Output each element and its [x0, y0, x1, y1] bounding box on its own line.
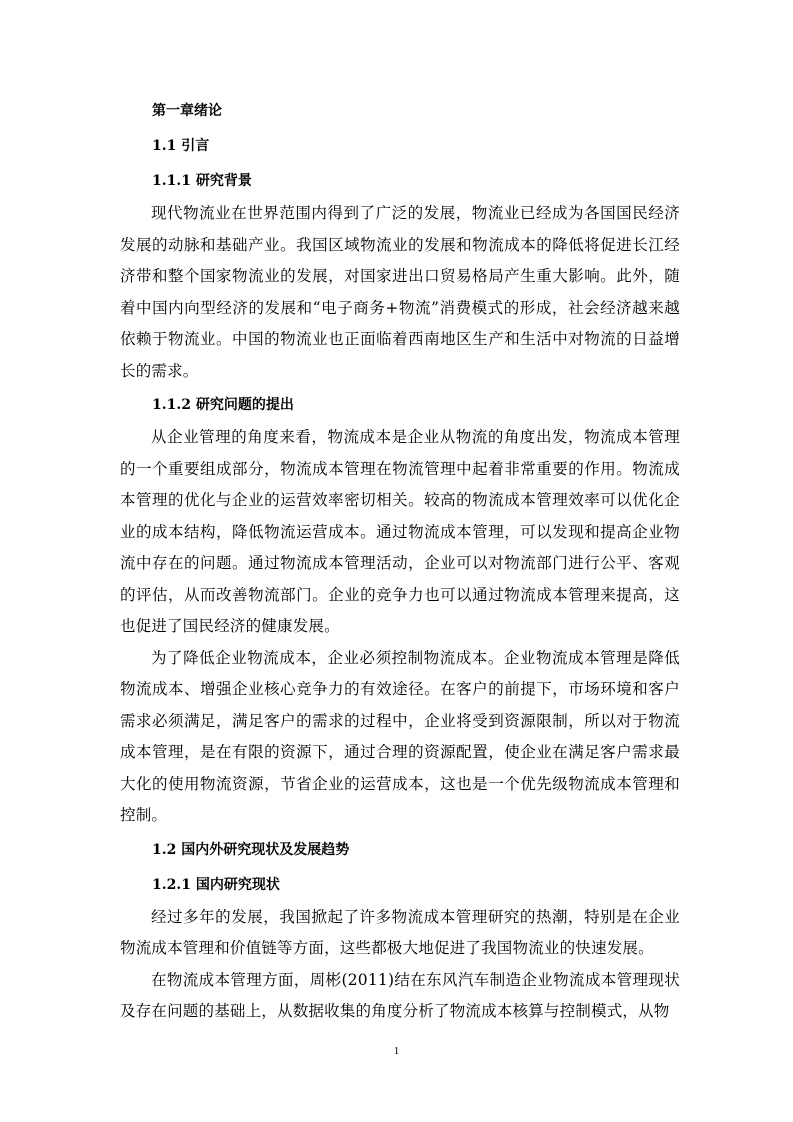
paragraph-problem-statement: 从企业管理的角度来看，物流成本是企业从物流的角度出发，物流成本管理的一个重要组成部分，物流成本管理在物流管理中起着非常重要的作用。物流成本管理的优化与企业的运营效率密切相关。较高的物流成本管理效率可以优化企业的成本结构，降低物流运营成本。通过物流成本管理，可以发现和提高企业物流中存在的问题。通过物流成本管理活动，企业可以对物流部门进行公平、客观的评估，从而改善物流部门。企业的竞争力也可以通过物流成本管理来提高，这也促进了国民经济的健康发展。 — [120, 428, 680, 635]
page-number: 1 — [393, 1045, 400, 1057]
chapter-title: 第一章绪论 — [152, 103, 222, 119]
section-heading-1-1-2: 1.1.2 研究问题的提出 — [152, 397, 294, 413]
paragraph-domestic-research: 经过多年的发展，我国掀起了许多物流成本管理研究的热潮，特别是在企业物流成本管理和价值链等方面，这些都极大地促进了我国物流业的快速发展。 — [120, 907, 680, 957]
paragraph-cost-control: 为了降低企业物流成本，企业必须控制物流成本。企业物流成本管理是降低物流成本、增强企业核心竞争力的有效途径。在客户的前提下，市场环境和客户需求必须满足，满足客户的需求的过程中，企业将受到资源限制，所以对于物流成本管理，是在有限的资源下，通过合理的资源配置，使企业在满足客户需求最大化的使用物流资源，节省企业的运营成本，这也是一个优先级物流成本管理和控制。 — [120, 648, 680, 824]
section-heading-1-1-1: 1.1.1 研究背景 — [152, 173, 252, 189]
section-heading-1-2: 1.2 国内外研究现状及发展趋势 — [152, 841, 350, 858]
paragraph-cost-management-study: 在物流成本管理方面，周彬(2011)结在东风汽车制造企业物流成本管理现状及存在问题的基础上，从数据收集的角度分析了物流成本核算与控制模式，从物 — [120, 970, 680, 1020]
paragraph-research-background: 现代物流业在世界范围内得到了广泛的发展，物流业已经成为各国国民经济发展的动脉和基础产业。我国区域物流业的发展和物流成本的降低将促进长江经济带和整个国家物流业的发展，对国家进出口贸易格局产生重大影响。此外，随着中国内向型经济的发展和“电子商务+物流”消费模式的形成，社会经济越来越依赖于物流业。中国的物流业也正面临着西南地区生产和生活中对物流的日益增长的需求。 — [120, 204, 680, 380]
section-heading-1-2-1: 1.2.1 国内研究现状 — [152, 876, 280, 893]
section-heading-1-1: 1.1 引言 — [152, 138, 210, 154]
document-body — [120, 97, 680, 1028]
